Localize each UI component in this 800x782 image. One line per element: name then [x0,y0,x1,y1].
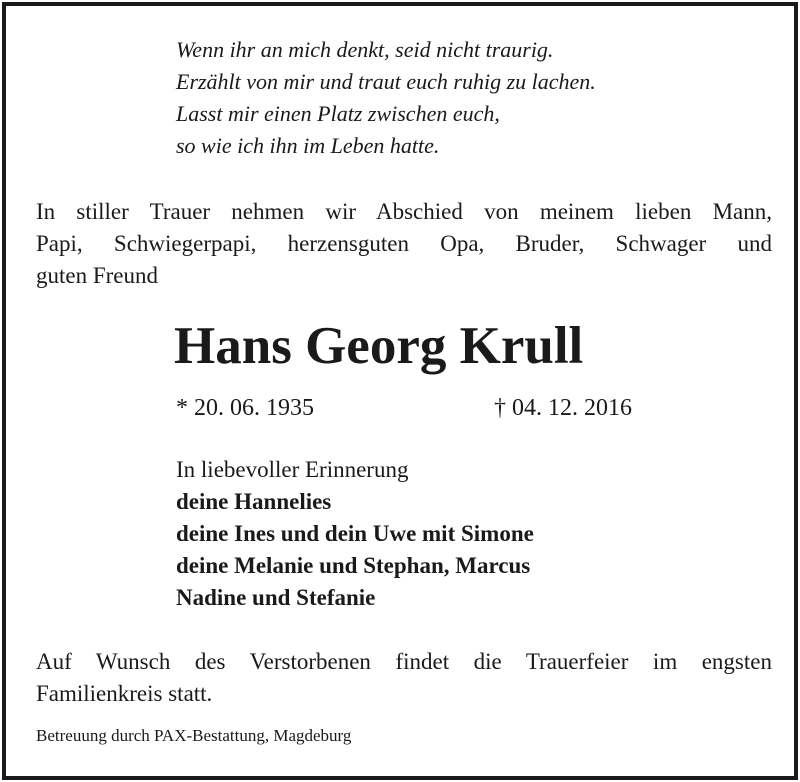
intro-line: guten Freund [36,263,159,288]
funeral-note [36,646,772,710]
poem-line: Wenn ihr an mich denkt, seid nicht traurig. [176,37,554,62]
birth-date: * 20. 06. 1935 [176,395,314,421]
poem-line: so wie ich ihn im Leben hatte. [176,133,440,158]
poem-line: Erzählt von mir und traut euch ruhig zu lachen. [176,69,596,94]
intro-line: Papi, Schwiegerpapi, herzensguten Opa, Bruder, Schwager und [36,231,772,256]
intro-line: In stiller Trauer nehmen wir Abschied von meinem lieben Mann, [36,199,772,224]
mourners-list [176,454,534,614]
obituary-frame [2,2,798,780]
poem [176,34,596,162]
note-line: Familienkreis statt. [36,681,213,706]
mourner-entry: deine Hannelies [176,489,332,514]
deceased-name: Hans Georg Krull [174,317,584,375]
note-line: Auf Wunsch des Verstorbenen findet die Trauerfeier im engsten [36,649,772,674]
funeral-home-credit: Betreuung durch PAX-Bestattung, Magdeburg [36,726,352,745]
mourner-entry: Nadine und Stefanie [176,585,376,610]
poem-line: Lasst mir einen Platz zwischen euch, [176,101,500,126]
mourner-entry: deine Melanie und Stephan, Marcus [176,553,531,578]
mourner-entry: deine Ines und dein Uwe mit Simone [176,521,534,546]
intro-text [36,196,772,292]
death-date: † 04. 12. 2016 [494,395,632,421]
mourners-heading: In liebevoller Erinnerung [176,457,409,482]
obituary-content [6,6,794,776]
